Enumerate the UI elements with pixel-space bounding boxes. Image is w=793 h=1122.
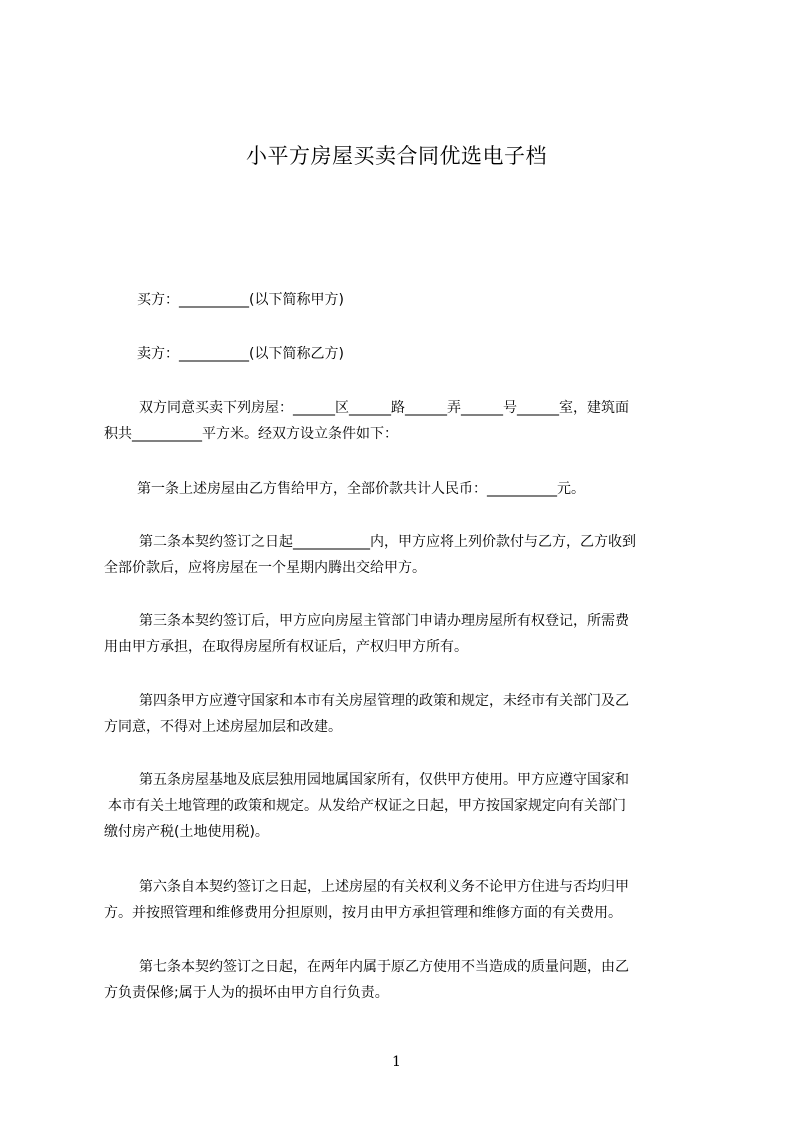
clause-line: 第七条本契约签订之日起，在两年内属于原乙方使用不当造成的质量问题，由乙 <box>139 959 629 975</box>
clause-line: 方。并按照管理和维修费用分担原则，按月由甲方承担管理和维修方面的有关费用。 <box>104 905 622 921</box>
article-2 <box>104 529 700 581</box>
document-title: 小平方房屋买卖合同优选电子档 <box>246 144 547 168</box>
clause-line: 第二条本契约签订之日起___________内，甲方应将上列价款付与乙方，乙方收到 <box>139 534 636 550</box>
agreement-clause <box>104 395 700 447</box>
seller-clause <box>104 341 700 367</box>
clause-line: 第六条自本契约签订之日起，上述房屋的有关权利义务不论甲方住进与否均归甲 <box>139 879 629 895</box>
clause-line: 第五条房屋基地及底层独用园地属国家所有，仅供甲方使用。甲方应遵守国家和 <box>139 772 629 788</box>
clause-line: 双方同意买卖下列房屋：______区______路______弄______号______室，建筑面 <box>139 400 629 416</box>
page-number: 1 <box>392 1054 401 1070</box>
clause-line: 卖方：__________(以下简称乙方) <box>137 346 344 362</box>
clause-line: 缴付房产税(土地使用税)。 <box>104 824 269 840</box>
clause-line: 第一条上述房屋由乙方售给甲方，全部价款共计人民币：__________元。 <box>137 481 585 497</box>
article-1 <box>104 476 700 502</box>
article-5 <box>104 767 700 845</box>
clause-line: 方负责保修;属于人为的损坏由甲方自行负责。 <box>104 985 389 1001</box>
clause-line: 买方：__________(以下简称甲方) <box>137 292 344 308</box>
clause-line: 方同意，不得对上述房屋加层和改建。 <box>104 719 342 735</box>
clause-line: 本市有关土地管理的政策和规定。从发给产权证之日起，甲方按国家规定向有关部门 <box>108 798 626 814</box>
clause-line: 全部价款后，应将房屋在一个星期内腾出交给甲方。 <box>104 560 426 576</box>
clause-line: 积共__________平方米。经双方设立条件如下： <box>104 426 398 442</box>
buyer-clause <box>104 287 700 313</box>
article-4 <box>104 688 700 740</box>
clause-line: 第四条甲方应遵守国家和本市有关房屋管理的政策和规定，未经市有关部门及乙 <box>139 693 629 709</box>
clause-line: 用由甲方承担，在取得房屋所有权证后，产权归甲方所有。 <box>104 639 468 655</box>
article-6 <box>104 874 700 926</box>
article-7 <box>104 954 700 1006</box>
article-3 <box>104 608 700 660</box>
clause-line: 第三条本契约签订后，甲方应向房屋主管部门申请办理房屋所有权登记，所需费 <box>139 613 629 629</box>
